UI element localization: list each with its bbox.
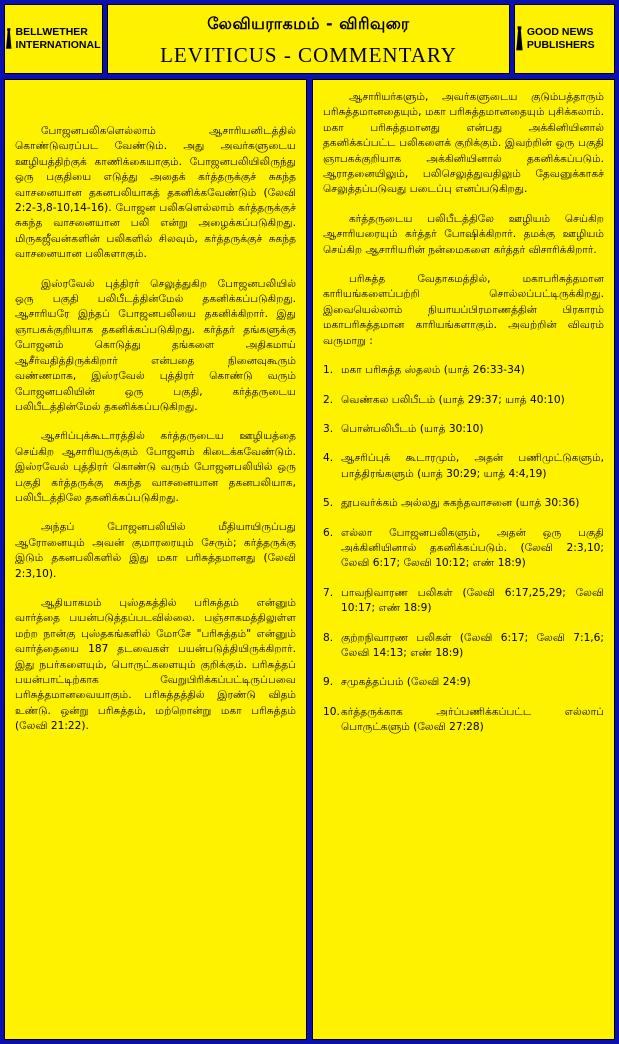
lighthouse-icon (515, 19, 524, 59)
left-column (4, 79, 307, 1040)
item-number: 8. (323, 631, 334, 644)
lighthouse-icon (5, 19, 13, 59)
item-text: மகா பரிசுத்த ஸ்தலம் (யாத் 26:33-34) (341, 364, 525, 377)
paragraph: ஆதியாகமம் புஸ்தகத்தில் பரிசுத்தம் என்னும் வார்த்தை பயன்படுத்தப்படவில்லை. பஞ்சாகமத்திலுள்ள மற்ற நான்கு புஸ்தகங்களில் மோசே "பரிசுத்தம்" என்னும் வார்த்தையை 187 தடவைகள் பயன்படுத்தியிருக்கிறார். இது நபர்களையும், பொருட்களையும் குறிக்கும். பரிசுத்தப் பயன்பாட்டிற்காக வேறுபிரிக்கப்பட்டிருப்பவை பரிசுத்தமானவையாகும். பரிசுத்தத்தில் இரண்டு விதம் உண்டு. ஒன்று பரிசுத்தம், மற்றொன்று மகா பரிசுத்தம் (லேவி 21:22). (15, 596, 296, 733)
item-text: கர்த்தருக்காக அர்ப்பணிக்கப்பட்ட எல்லாப் பொருட்களும் (லேவி 27:28) (341, 705, 604, 734)
item-number: 1. (323, 364, 334, 377)
paragraph: ஆசாரியர்களும், அவர்களுடைய குடும்பத்தாரும் பரிசுத்தமானதையும், மகா பரிசுத்தமானதையும் புசிக்கலாம். மகா பரிசுத்தமானது என்பது அக்கினியினால் தகனிக்கப்பட்ட பலிகளைக் குறிக்கும். இவற்றின் ஒரு பகுதி ஞாபகக்குறியாக அக்கினியினால் தகனிக்கப்படும். ஆராதனையிலும், பலிசெலுத்துவதிலும் தேவனுக்காகச் செலுத்தப்படுவது படைப்பு எனப்படுகிறது. (323, 91, 604, 196)
list-item (323, 631, 604, 662)
list-item (323, 675, 604, 690)
title-banner (107, 4, 510, 74)
list-item (323, 451, 604, 482)
item-number: 9. (323, 676, 334, 689)
bellwether-logo (4, 4, 103, 74)
item-text: எல்லா போஜனபலிகளும், அதன் ஒரு பகுதி அக்கினியினால் தகனிக்கப்படும். (லேவி 2:3,10; லேவி 6:17; லேவி 10:12; எண் 18:9) (341, 526, 604, 570)
paragraph: அந்தப் போஜனபலியில் மீதியாயிருப்பது ஆரோனையும் அவன் குமாரரையும் சேரும்; கர்த்தருக்கு இடும் தகனபலிகளில் இது மகா பரிசுத்தமானது (லேவி 2:3,10). (15, 521, 296, 580)
item-text: பொன்பலிபீடம் (யாத் 30:10) (341, 422, 484, 435)
paragraph: கர்த்தருடைய பலிபீடத்திலே ஊழியம் செய்கிற ஆசாரியரையும் கர்த்தர் போஷிக்கிறார். தமக்கு ஊழியம் செய்கிற ஆசாரியரின் நன்மைகளை கர்த்தர் விசாரிக்கிறார். (323, 212, 604, 256)
item-text: ஆசரிப்புக் கூடாரமும், அதன் பணிமுட்டுகளும், பாத்திரங்களும் (யாத் 30:29; யாத் 4:4,19) (341, 452, 604, 480)
item-number: 4. (323, 452, 334, 465)
item-text: வெண்கல பலிபீடம் (யாத் 29:37; யாத் 40:10) (341, 393, 565, 406)
list-item (323, 526, 604, 572)
left-logo-text: BELLWETHER INTERNATIONAL (15, 26, 101, 51)
list-item (323, 393, 604, 408)
item-number: 7. (323, 586, 334, 599)
item-number: 3. (323, 422, 334, 435)
item-number: 5. (323, 497, 334, 510)
list-item (323, 496, 604, 511)
paragraph: பரிசுத்த வேதாகமத்தில், மகாபரிசுத்தமான காரியங்களைப்பற்றி சொல்லப்பட்டிருக்கிறது. இவையெல்லாம் நியாயப்பிரமாணத்தின் பிரகாரம் மகாபரிசுத்தமான காரியங்களாகும். அவற்றின் விவரம் வருமாறு : (323, 273, 604, 347)
page-title-tamil: லேவியராகமம் - விரிவுரை (207, 14, 410, 33)
paragraph: போஜனபலிகளெல்லாம் ஆசாரியனிடத்தில் கொண்டுவரப்பட வேண்டும். அது அவர்களுடைய ஊழியத்திற்குக் காணிக்கையாகும். போஜனபலியிலிருந்து ஒரு பகுதியை எடுத்து அதைக் கர்த்தருக்குச் சுகந்த வாசனையான தகனபலியாகத் தகனிக்கவேண்டும் (லேவி 2:2-3,8-10,14-16). போஜன பலிகளெல்லாம் கர்த்தருக்குச் சுகந்த வாசனையான பலி என்று அழைக்கப்படுகிறது. மிருகஜீவன்களின் பலிகளில் சிலவும், கர்த்தருக்குச் சுகந்த வாசனையான பலிகளாகும். (15, 125, 296, 261)
list-item (323, 363, 604, 378)
paragraph: இஸ்ரவேல் புத்திரர் செலுத்துகிற போஜனபலியில் ஒரு பகுதி பலிபீடத்தின்மேல் தகனிக்கப்படுகிறது. ஆசாரியரே இந்தப் போஜனபலியை தகனிக்கிறார். இது ஞாபகக்குறியாக தகனிக்கப்படுகிறது. கர்த்தர் தங்களுக்கு போஜனம் கொடுத்து தங்களை அதிகமாய் ஆசீர்வதித்திருக்கிறார் என்பதை நினைவுகூரும் வண்ணமாக, இஸ்ரவேல் புத்திரர் கொண்டு வரும் போஜனபலியின் ஒரு பகுதி, கர்த்தருடைய பலிபீடத்தின்மேல் தகனிக்கப்படுகிறது. (15, 277, 296, 413)
right-logo-text: GOOD NEWS PUBLISHERS (526, 26, 595, 51)
holy-things-list (323, 363, 604, 736)
item-text: பாவநிவாரண பலிகள் (லேவி 6:17,25,29; லேவி 10:17; எண் 18:9) (341, 586, 604, 615)
paragraph: ஆசரிப்புக்கூடாரத்தில் கர்த்தருடைய ஊழியத்தை செய்கிற ஆசாரியருக்கும் போஜனம் கிடைக்கவேண்டும். இஸ்ரவேல் புத்திரர் கொண்டு வரும் போஜனபலியில் ஒரு பகுதி கர்த்தருக்கு சுகந்த வாசனையான தகனபலியாக, பலிபீடத்திலே தகனிக்கப்படுகிறது. (15, 430, 296, 504)
list-item (323, 422, 604, 437)
item-text: குற்றநிவாரண பலிகள் (லேவி 6:17; லேவி 7:1,6; லேவி 14:13; எண் 18:9) (341, 631, 604, 659)
list-item (323, 705, 604, 736)
item-number: 2. (323, 393, 334, 406)
page-title-english: LEVITICUS - COMMENTARY (160, 43, 457, 67)
item-number: 10. (323, 705, 340, 718)
item-text: சமுகத்தப்பம் (லேவி 24:9) (341, 676, 471, 689)
list-item (323, 586, 604, 617)
good-news-logo (514, 4, 615, 74)
item-number: 6. (323, 526, 334, 539)
right-column (312, 79, 615, 1040)
item-text: தூபவர்க்கம் அல்லது சுகந்தவாசனை (யாத் 30:36) (341, 497, 580, 510)
